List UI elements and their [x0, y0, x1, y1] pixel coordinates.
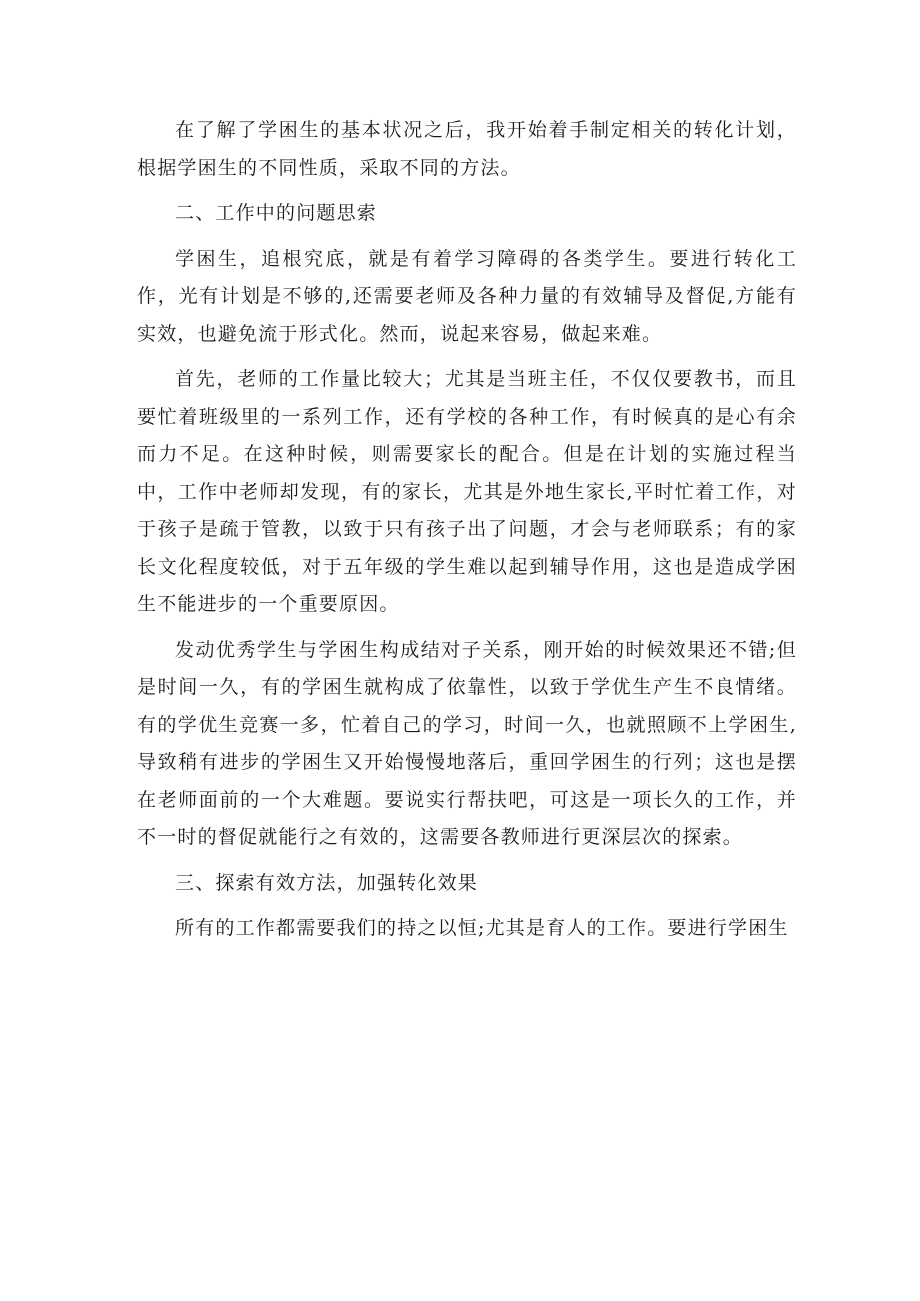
paragraph-definition: 学困生，追根究底，就是有着学习障碍的各类学生。要进行转化工作，光有计划是不够的,还需要老师及各种力量的有效辅导及督促,方能有实效，也避免流于形式化。然而，说起来容易，做起来难。 — [137, 247, 797, 345]
paragraph-persistence: 所有的工作都需要我们的持之以恒;尤其是育人的工作。要进行学困生 — [175, 917, 789, 939]
document-body — [137, 112, 797, 948]
section-heading-3: 三、探索有效方法，加强转化效果 — [175, 871, 479, 894]
paragraph-teacher-workload: 首先，老师的工作量比较大；尤其是当班主任，不仅仅要教书，而且要忙着班级里的一系列工作，还有学校的各种工作，有时候真的是心有余而力不足。在这种时候，则需要家长的配合。但是在计划的实施过程当中，工作中老师却发现，有的家长，尤其是外地生家长,平时忙着工作，对于孩子是疏于管教，以致于只有孩子出了问题，才会与老师联系；有的家长文化程度较低，对于五年级的学生难以起到辅导作用，这也是造成学困生不能进步的一个重要原因。 — [137, 368, 797, 615]
paragraph-intro: 在了解了学困生的基本状况之后，我开始着手制定相关的转化计划，根据学困生的不同性质，采取不同的方法。 — [137, 119, 797, 179]
paragraph-peer-pairing: 发动优秀学生与学困生构成结对子关系，刚开始的时候效果还不错;但是时间一久，有的学困生就构成了依靠性，以致于学优生产生不良情绪。有的学优生竞赛一多，忙着自己的学习，时间一久，也就照顾不上学困生,导致稍有进步的学困生又开始慢慢地落后，重回学困生的行列；这也是摆在老师面前的一个大难题。要说实行帮扶吧，可这是一项长久的工作，并不一时的督促就能行之有效的，这需要各教师进行更深层次的探索。 — [137, 638, 797, 848]
section-heading-2: 二、工作中的问题思索 — [175, 202, 378, 224]
